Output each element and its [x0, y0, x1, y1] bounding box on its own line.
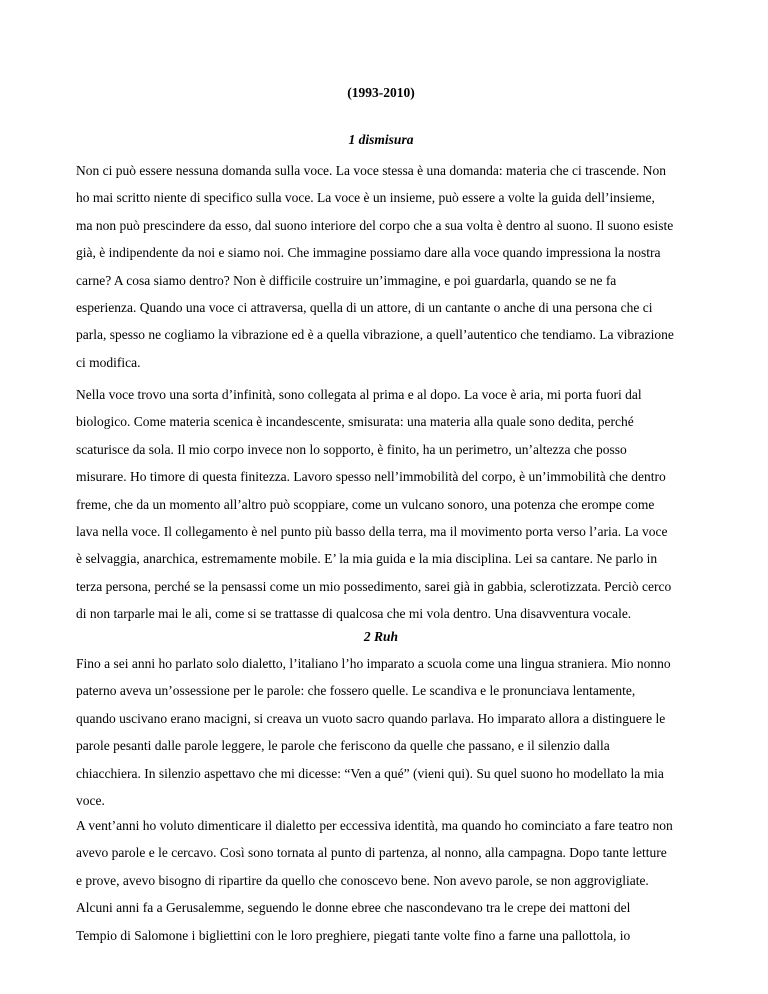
date-range-heading: (1993-2010) — [347, 85, 415, 100]
paragraph-line: paterno aveva un’ossessione per le parole: che fossero quelle. Le scandiva e le pronunciava lentamente, — [76, 683, 636, 699]
paragraph-line: Alcuni anni fa a Gerusalemme, seguendo le donne ebree che nascondevano tra le crepe dei mattoni del — [76, 900, 631, 916]
paragraph-line: Tempio di Salomone i bigliettini con le loro preghiere, piegati tante volte fino a farne una pallottola, io — [76, 927, 631, 943]
paragraph-line: parole pesanti dalle parole leggere, le parole che feriscono da quelle che passano, e il silenzio dalla — [76, 738, 610, 754]
section-1-title: 1 dismisura — [348, 132, 414, 147]
paragraph-line: terza persona, perché se la pensassi come un mio possedimento, sarei già in gabbia, sclerotizzata. Perciò cerco — [76, 578, 672, 594]
paragraph-line: voce. — [76, 793, 105, 808]
document-page — [76, 0, 768, 994]
paragraph-line: Fino a sei anni ho parlato solo dialetto, l’italiano l’ho imparato a scuola come una lingua straniera. Mio nonno — [76, 656, 671, 671]
paragraph-line: freme, che da un momento all’altro può scoppiare, come un vulcano sonoro, una potenza che erompe come — [76, 496, 655, 512]
paragraph-line: scaturisce da sola. Il mio corpo invece non lo sopporto, è finito, ha un perimetro, un’altezza che posso — [76, 441, 627, 457]
section-2-title: 2 Ruh — [363, 629, 399, 644]
paragraph-line: e prove, avevo bisogno di ripartire da quello che conoscevo bene. Non avevo parole, se non aggrovigliate. — [76, 872, 649, 888]
paragraph-line: già, è indipendente da noi e siamo noi. Che immagine possiamo dare alla voce quando impressiona la nostra — [76, 245, 661, 261]
paragraph-line: biologico. Come materia scenica è incandescente, smisurata: una materia alla quale sono dedita, perché — [76, 414, 634, 430]
paragraph-line: è selvaggia, anarchica, estremamente mobile. E’ la mia guida e la mia disciplina. Lei sa cantare. Ne parlo in — [76, 551, 658, 567]
paragraph-line: ho mai scritto niente di specifico sulla voce. La voce è un insieme, può essere a volte la guida dell’insieme, — [76, 190, 655, 206]
paragraph-line: carne? A cosa siamo dentro? Non è difficile costruire un’immagine, e poi guardarla, quando se ne fa — [76, 272, 617, 288]
paragraph-line: lava nella voce. Il collegamento è nel punto più basso della terra, ma il movimento porta verso l’aria. La voce — [76, 524, 668, 539]
paragraph-line: Non ci può essere nessuna domanda sulla voce. La voce stessa è una domanda: materia che ci trascende. Non — [76, 163, 667, 178]
paragraph-line: chiacchiera. In silenzio aspettavo che mi dicesse: “Ven a qué” (vieni qui). Su quel suono ho modellato la mia — [76, 765, 664, 781]
paragraph-line: avevo parole e le cercavo. Così sono tornata al punto di partenza, al nonno, alla campagna. Dopo tante letture — [76, 845, 667, 861]
paragraph-line: quando uscivano erano macigni, si creava un vuoto sacro quando parlava. Ho imparato allora a distinguere le — [76, 710, 666, 726]
paragraph-line: misurare. Ho timore di questa finitezza. Lavoro spesso nell’immobilità del corpo, è un’immobilità che dentro — [76, 469, 666, 485]
paragraph-line: ma non può prescindere da esso, dal suono interiore del corpo che a sua volta è dentro al suono. Il suono esiste — [76, 217, 674, 233]
paragraph-line: parla, spesso ne cogliamo la vibrazione ed è a quella vibrazione, a quell’autentico che tendiamo. La vibrazione — [76, 327, 674, 343]
paragraph-line: ci modifica. — [76, 354, 141, 370]
paragraph-line: esperienza. Quando una voce ci attraversa, quella di un attore, di un cantante o anche di una persona che ci — [76, 300, 653, 315]
paragraph-line: Nella voce trovo una sorta d’infinità, sono collegata al prima e al dopo. La voce è aria, mi porta fuori dal — [76, 387, 642, 402]
paragraph-line: di non tarparle mai le ali, come si se trattasse di qualcosa che mi vola dentro. Una disavventura vocale. — [76, 606, 632, 622]
paragraph-line: A vent’anni ho voluto dimenticare il dialetto per eccessiva identità, ma quando ho cominciato a fare teatro non — [76, 818, 673, 833]
